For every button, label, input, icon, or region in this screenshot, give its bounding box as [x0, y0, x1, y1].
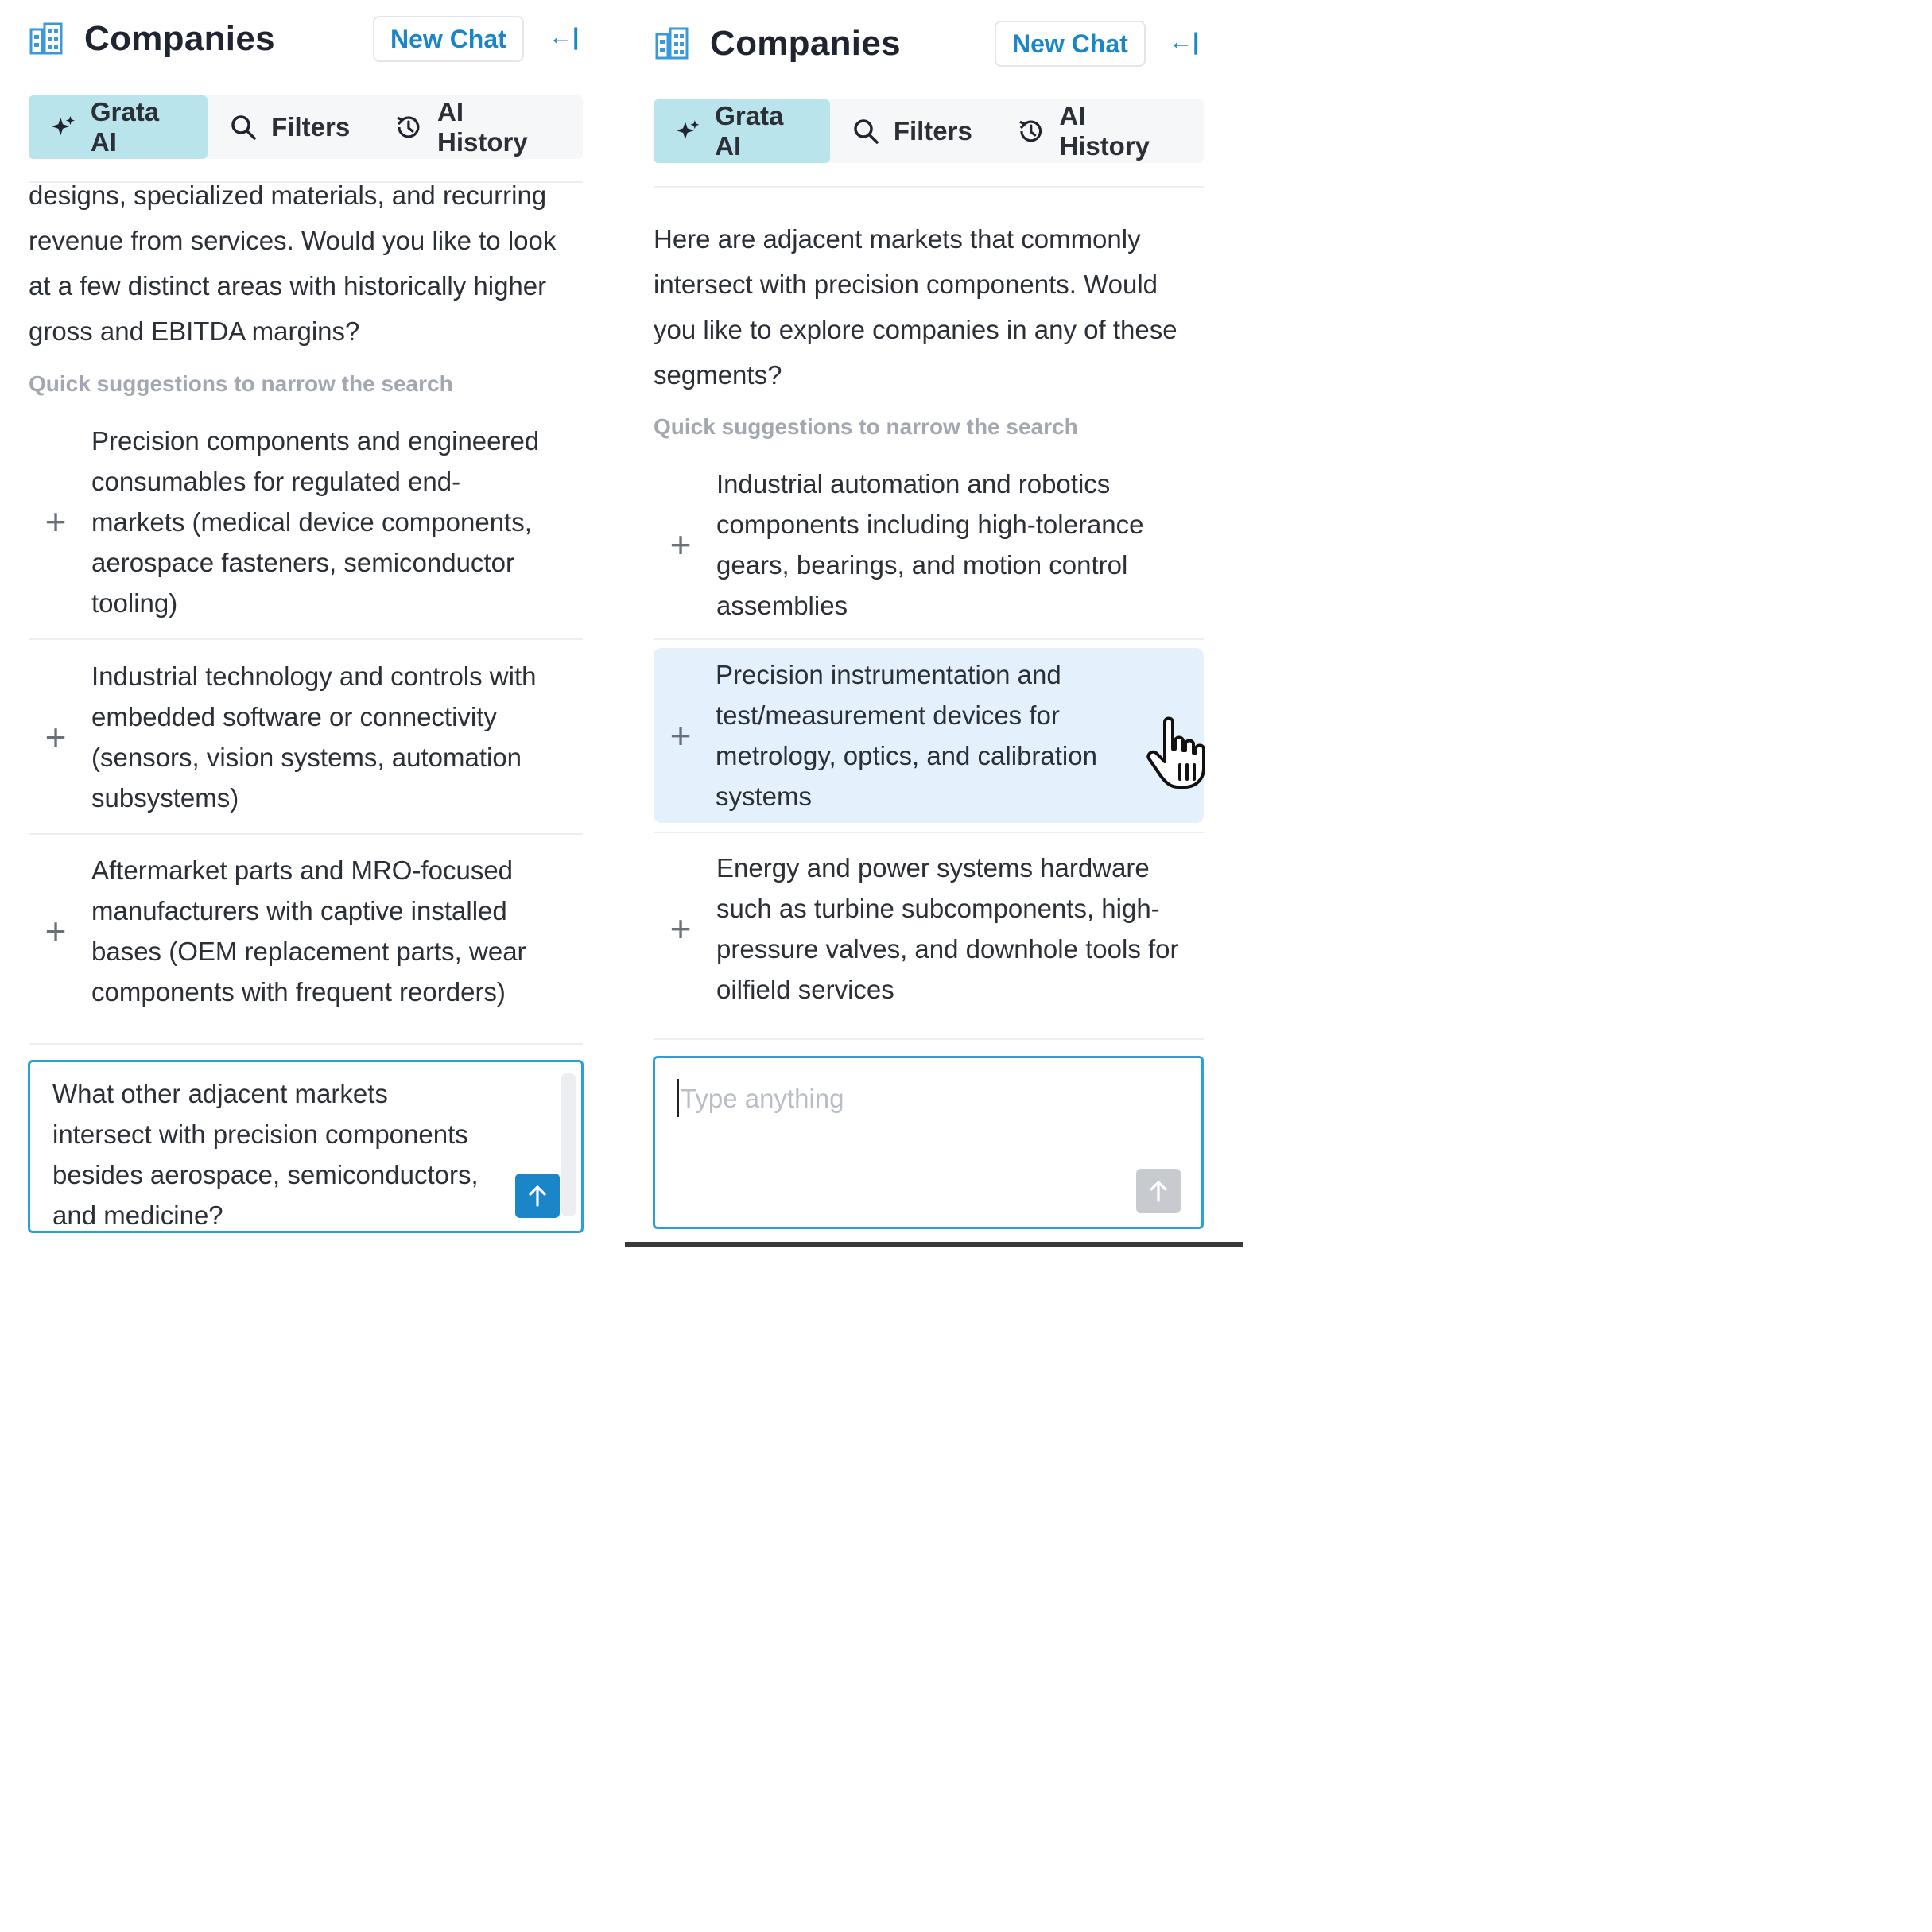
message-line: gross and EBITDA margins? — [29, 316, 360, 346]
page-title: Companies — [710, 24, 901, 63]
right-chat-panel — [625, 0, 1243, 1247]
suggestion-text — [716, 848, 1179, 1010]
suggestion-item[interactable] — [645, 847, 1204, 1010]
send-button[interactable] — [1136, 1169, 1181, 1213]
suggestion-text — [91, 850, 526, 1012]
tab-ai-history[interactable] — [995, 99, 1204, 163]
chat-input-placeholder: Type anything — [681, 1084, 844, 1113]
tab-label: Grata AI — [715, 101, 784, 161]
arrow-up-icon — [1148, 1180, 1169, 1202]
tab-grata-ai[interactable] — [654, 99, 830, 163]
divider — [29, 833, 583, 835]
message-line: revenue from services. Would you like to look — [29, 226, 557, 255]
assistant-message — [29, 173, 585, 354]
message-line: Here are adjacent markets that commonly — [654, 224, 1141, 254]
sparkle-icon — [676, 118, 700, 145]
suggestion-line: embedded software or connectivity — [91, 701, 497, 731]
suggestion-line: metrology, optics, and calibration — [716, 741, 1097, 770]
suggestion-line: Industrial technology and controls with — [91, 661, 537, 691]
chat-input[interactable] — [28, 1060, 584, 1233]
message-line: segments? — [654, 360, 782, 390]
left-chat-panel — [0, 0, 614, 1247]
tab-filters[interactable] — [208, 95, 372, 159]
input-line: besides aerospace, semiconductors, — [52, 1160, 479, 1189]
panel-tabs — [654, 99, 1204, 163]
send-button[interactable] — [515, 1174, 560, 1218]
message-line: designs, specialized materials, and recurring — [29, 180, 547, 210]
chat-input-value[interactable] — [52, 1073, 498, 1236]
tab-grata-ai[interactable] — [29, 95, 208, 159]
divider — [29, 1043, 583, 1045]
plus-icon: + — [45, 910, 67, 952]
divider — [654, 1038, 1204, 1040]
divider — [29, 638, 583, 640]
suggestion-line: gears, bearings, and motion control — [716, 549, 1128, 580]
suggestions-hint: Quick suggestions to narrow the search — [654, 414, 1078, 439]
panel-header — [29, 19, 275, 59]
suggestion-item[interactable] — [645, 463, 1204, 626]
suggestion-line: pressure valves, and downhole tools for — [716, 933, 1179, 964]
suggestion-line: such as turbine subcomponents, high- — [716, 893, 1160, 923]
text-caret — [677, 1079, 679, 1117]
window-bottom-edge — [625, 1242, 1243, 1247]
companies-building-icon — [654, 26, 689, 61]
suggestion-line: Energy and power systems hardware — [716, 852, 1150, 883]
divider — [654, 186, 1204, 188]
hand-pointer-cursor-icon — [1145, 716, 1216, 795]
suggestion-item[interactable] — [20, 420, 583, 623]
suggestion-line: (sensors, vision systems, automation — [91, 742, 522, 772]
search-icon — [230, 114, 257, 141]
message-line: you like to explore companies in any of these — [654, 315, 1177, 344]
suggestion-text — [91, 656, 537, 818]
plus-icon: + — [669, 715, 692, 756]
history-icon — [394, 113, 423, 142]
suggestion-line: Industrial automation and robotics — [716, 468, 1111, 499]
tab-label: Grata AI — [90, 97, 160, 157]
suggestion-line: Precision components and engineered — [91, 425, 540, 456]
suggestion-line: subsystems) — [91, 782, 239, 813]
suggestion-line: manufacturers with captive installed — [91, 895, 507, 925]
suggestion-item[interactable] — [20, 655, 583, 818]
suggestion-item[interactable] — [20, 849, 583, 1012]
tab-label: Filters — [271, 112, 351, 142]
tab-label: AI History — [1059, 101, 1150, 161]
chat-input[interactable] — [653, 1056, 1204, 1229]
suggestion-item-highlighted[interactable] — [654, 648, 1204, 823]
suggestion-line: bases (OEM replacement parts, wear — [91, 936, 526, 966]
suggestions-hint: Quick suggestions to narrow the search — [29, 371, 453, 396]
assistant-message — [654, 216, 1210, 398]
search-icon — [852, 118, 879, 145]
plus-icon: + — [669, 907, 692, 949]
suggestion-line: components including high-tolerance — [716, 509, 1144, 539]
tab-ai-history[interactable] — [372, 95, 583, 159]
suggestion-line: markets (medical device components, — [91, 506, 532, 537]
companies-building-icon — [29, 21, 64, 56]
suggestion-line: tooling) — [91, 588, 178, 618]
arrow-up-icon — [527, 1185, 548, 1207]
sparkle-icon — [51, 114, 76, 141]
suggestion-line: consumables for regulated end- — [91, 466, 461, 496]
panel-tabs — [29, 95, 583, 159]
new-chat-button[interactable]: New Chat — [373, 16, 524, 62]
history-icon — [1017, 117, 1045, 145]
suggestion-line: assemblies — [716, 590, 848, 620]
tab-filters[interactable] — [830, 99, 995, 163]
plus-icon: + — [45, 501, 67, 542]
suggestion-line: systems — [716, 782, 813, 811]
divider — [654, 638, 1204, 640]
new-chat-button[interactable]: New Chat — [995, 21, 1146, 67]
input-line: and medicine? — [52, 1201, 223, 1230]
tab-label: AI History — [436, 97, 528, 157]
input-line: What other adjacent markets — [52, 1079, 388, 1108]
tab-label: Filters — [893, 116, 972, 145]
suggestion-line: Precision instrumentation and — [716, 660, 1061, 689]
plus-icon: + — [669, 523, 692, 565]
panel-header — [654, 24, 901, 64]
collapse-panel-icon[interactable]: ←| — [1169, 29, 1200, 55]
input-scrollbar[interactable] — [561, 1073, 576, 1216]
message-line: at a few distinct areas with historically higher — [29, 271, 547, 301]
suggestion-text — [716, 654, 1097, 817]
suggestion-line: Aftermarket parts and MRO-focused — [91, 855, 514, 885]
suggestion-line: aerospace fasteners, semiconductor — [91, 547, 514, 577]
suggestion-line: components with frequent reorders) — [91, 976, 506, 1007]
collapse-panel-icon[interactable]: ←| — [549, 24, 580, 50]
suggestion-line: oilfield services — [716, 974, 894, 1004]
plus-icon: + — [45, 716, 67, 758]
suggestion-text — [91, 421, 539, 623]
suggestion-text — [716, 464, 1144, 626]
divider — [654, 832, 1204, 833]
page-title: Companies — [84, 19, 275, 58]
message-line: intersect with precision components. Would — [654, 270, 1158, 299]
input-line: intersect with precision components — [52, 1119, 468, 1149]
suggestion-line: test/measurement devices for — [716, 700, 1060, 730]
